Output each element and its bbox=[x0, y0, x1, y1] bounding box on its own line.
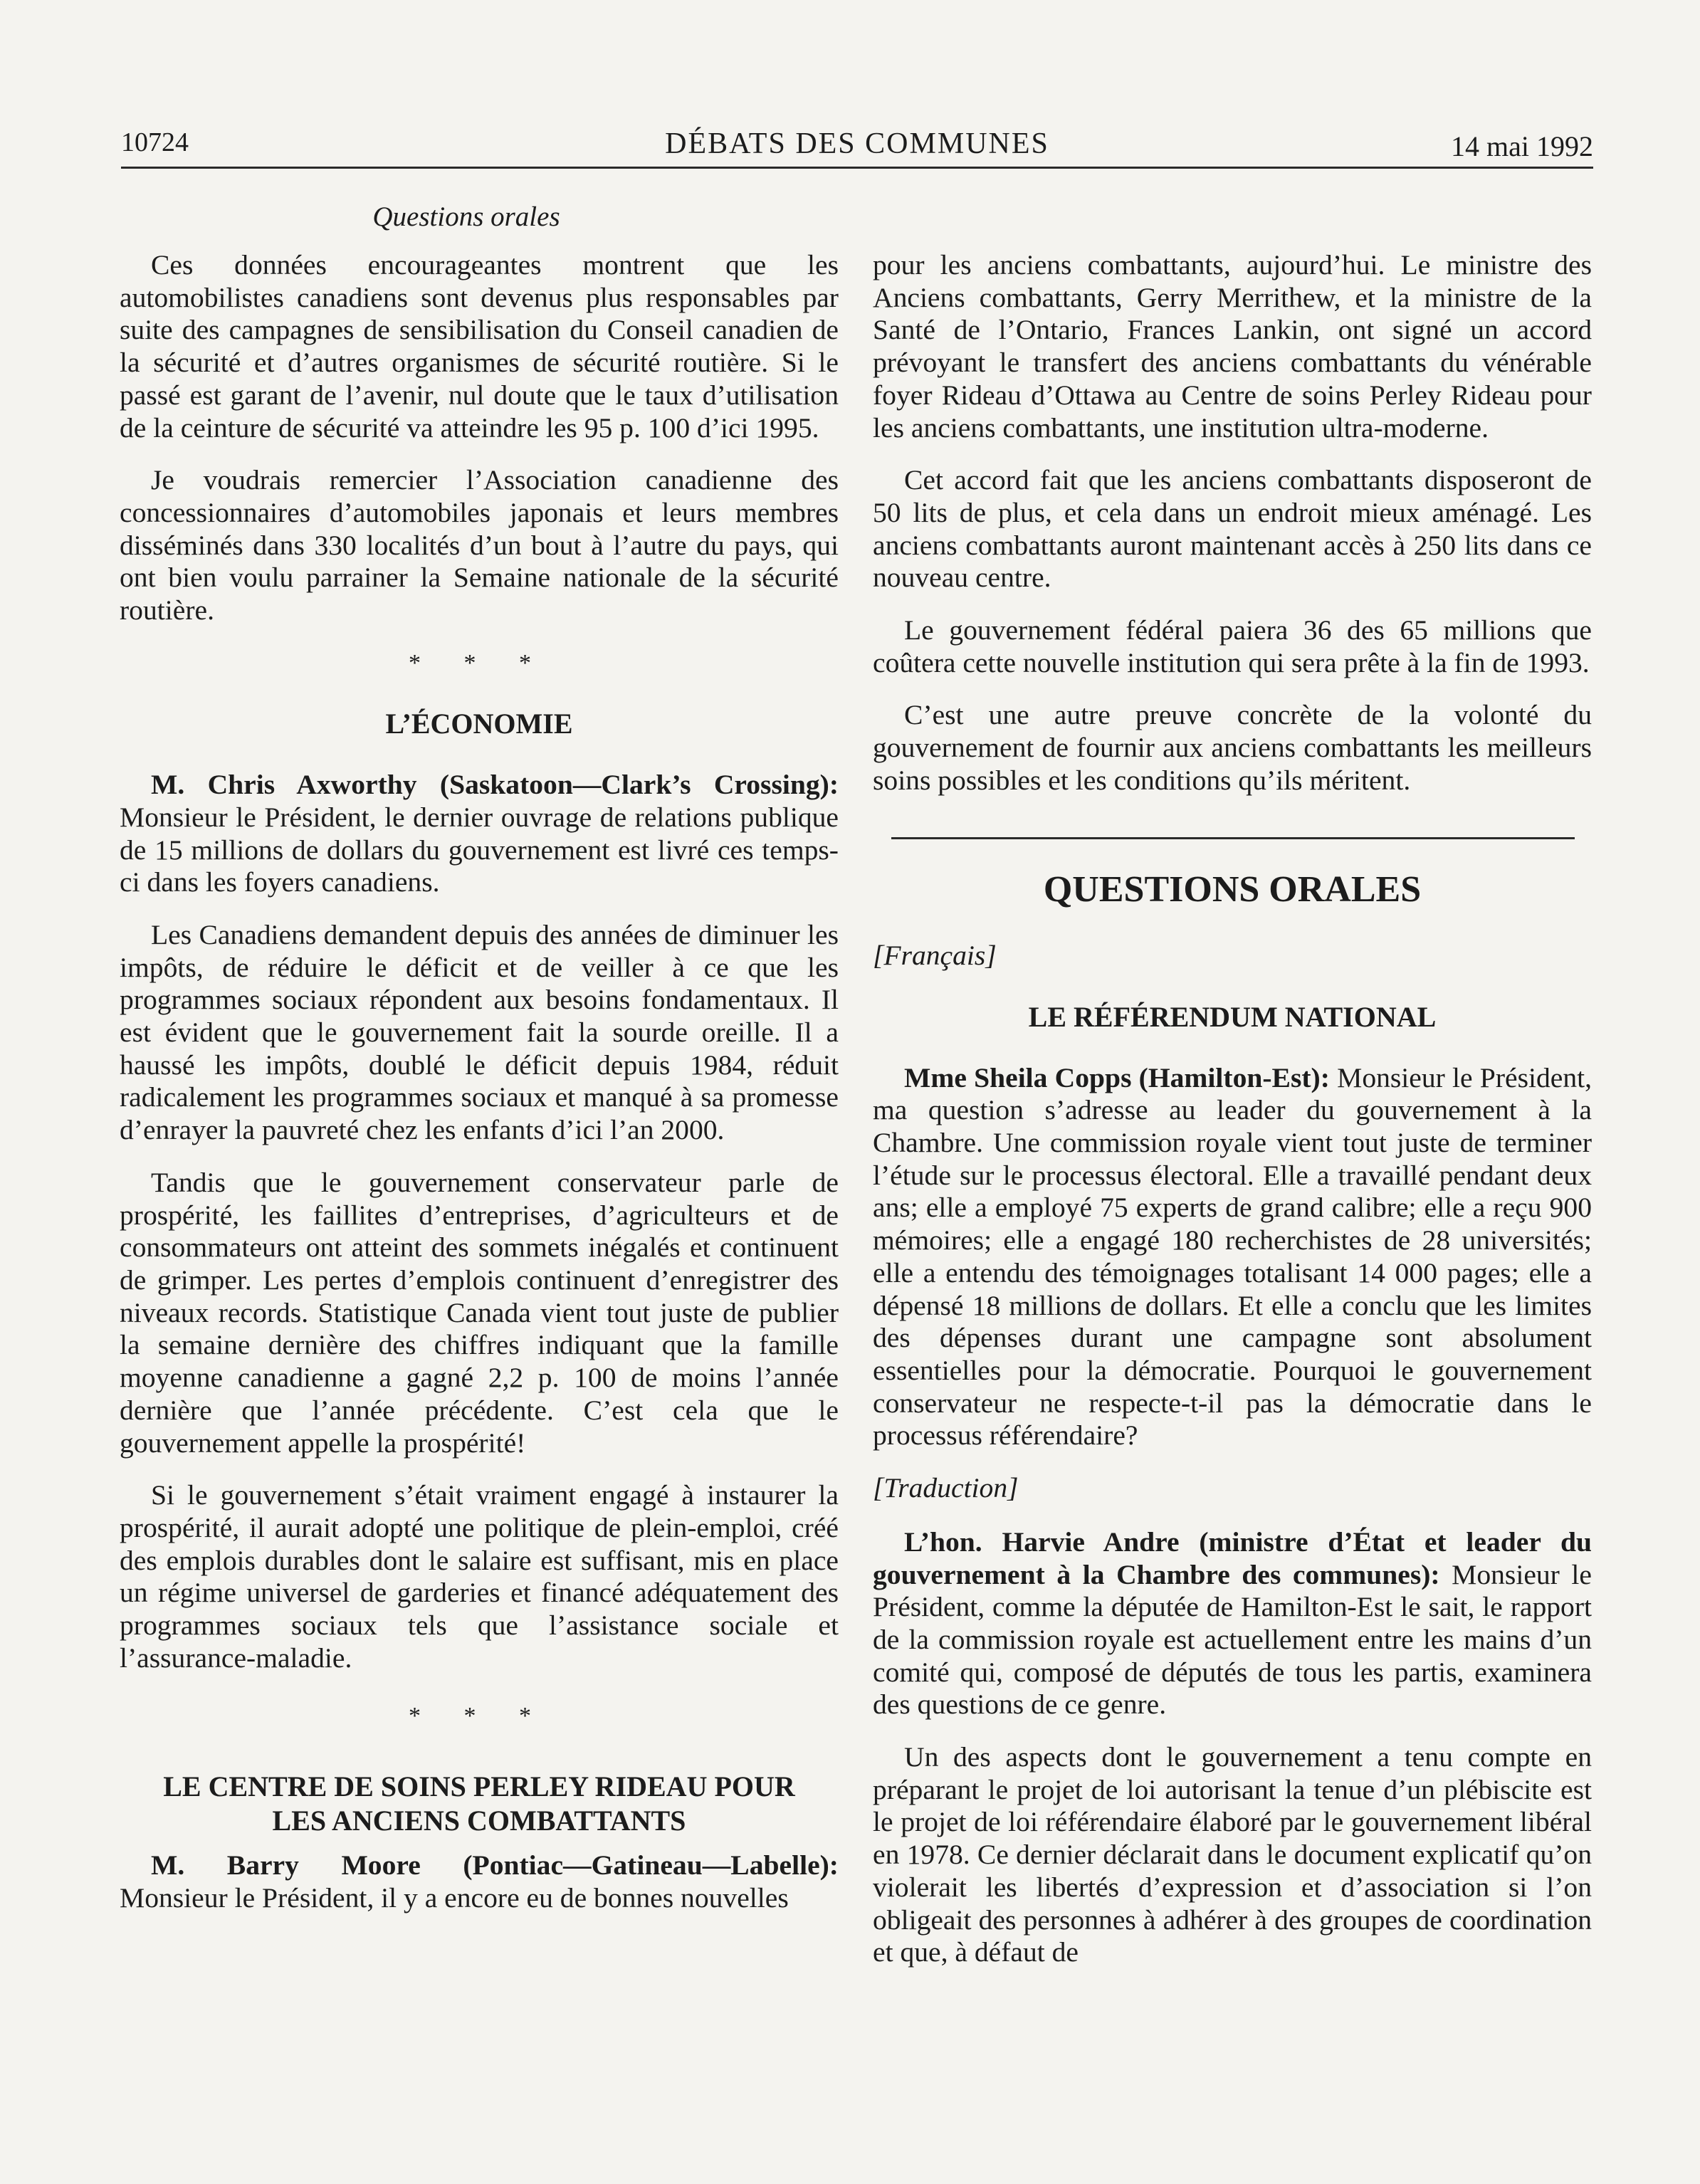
section-separator-stars: * * * bbox=[409, 649, 550, 676]
speaker-name: M. Barry Moore (Pontiac—Gatineau—Labelle): bbox=[151, 1849, 839, 1881]
section-heading bbox=[120, 1770, 839, 1838]
page-header bbox=[121, 120, 1593, 169]
speech-text: Monsieur le Président, le dernier ouvrage de relations publique de 15 millions de dollars du gouvernement est livré ces temps-ci dans les foyers canadiens. bbox=[120, 801, 839, 898]
speaker-name: M. Chris Axworthy (Saskatoon—Clark’s Crossing): bbox=[151, 769, 839, 801]
section-rule bbox=[891, 837, 1575, 839]
language-tag: [Français] bbox=[873, 940, 997, 972]
speech-text: Monsieur le Président, ma question s’adresse au leader du gouvernement à la Chambre. Une commission royale vient tout juste de terminer l’étude sur le processus électoral. Elle a travaillé pendant deux ans; elle a employé 75 experts de grand calibre; elle a reçu 900 mémoires; elle a engagé 180 recherchistes de 28 universités; elle a entendu des témoignages totalisant 14 000 pages; elle a dépensé 18 millions de dollars. Et elle a conclu que les limites des dépenses durant une campagne sont absolument essentielles pour la démocratie. Pourquoi le gouvernement conservateur ne respecte-t-il pas la démocratie dans le processus référendaire? bbox=[873, 1061, 1592, 1451]
section-separator-stars: * * * bbox=[409, 1703, 550, 1730]
header-rule bbox=[121, 167, 1593, 169]
paragraph: Les Canadiens demandent depuis des années de diminuer les impôts, de réduire le déficit et de veiller à ce que les programmes sociaux répondent aux besoins fondamentaux. Il est évident que le gouvernement fait la sourde oreille. Il a haussé les impôts, doublé le déficit depuis 1984, réduit radicalement les programmes sociaux et manqué à sa promesse d’enrayer la pauvreté chez les enfants d’ici l’an 2000. bbox=[120, 918, 839, 1146]
paragraph: Un des aspects dont le gouvernement a tenu compte en préparant le projet de loi autorisant la tenue d’un plébiscite est le projet de loi référendaire élaboré par le gouvernement libéral en 1978. Ce dernier déclarait dans le document explicatif qu’on violerait les libertés d’expression et d’association si l’on obligeait des personnes à adhérer à des groupes de coordination et que, à défaut de bbox=[873, 1741, 1592, 1968]
speaker-name: L’hon. Harvie Andre (ministre d’État et leader du gouvernement à la Chambre des communes): bbox=[873, 1526, 1592, 1590]
paragraph: Ces données encourageantes montrent que les automobilistes canadiens sont devenus plus responsables par suite des campagnes de sensibilisation du Conseil canadien de la sécurité et d’autres organismes de sécurité routière. Si le passé est garant de l’avenir, nul doute que le taux d’utilisation de la ceinture de sécurité va atteindre les 95 p. 100 d’ici 1995. bbox=[120, 249, 839, 443]
paragraph: C’est une autre preuve concrète de la volonté du gouvernement de fournir aux anciens combattants les meilleurs soins possibles et les conditions qu’ils méritent. bbox=[873, 699, 1592, 796]
section-heading-line: LE CENTRE DE SOINS PERLEY RIDEAU POUR bbox=[163, 1770, 795, 1803]
section-heading: LE RÉFÉRENDUM NATIONAL bbox=[1028, 1000, 1437, 1033]
right-column bbox=[873, 249, 1592, 1989]
publication-date: 14 mai 1992 bbox=[1451, 130, 1593, 162]
language-tag: [Traduction] bbox=[873, 1472, 1019, 1504]
paragraph: Si le gouvernement s’était vraiment engagé à instaurer la prospérité, il aurait adopté une politique de plein-emploi, créé des emplois durables dont le salaire est suffisant, mis en place un régime universel de garderies et financé adéquatement des programmes sociaux tels que l’assistance sociale et l’assurance-maladie. bbox=[120, 1479, 839, 1674]
speech-text: Monsieur le Président, comme la députée de Hamilton-Est le sait, le rapport de la commission royale est actuellement entre les mains d’un comité qui, composé de députés de tous les partis, examinera des questions de ce genre. bbox=[873, 1558, 1592, 1721]
paragraph bbox=[873, 1062, 1592, 1452]
speech-text: Monsieur le Président, il y a encore eu de bonnes nouvelles bbox=[120, 1881, 789, 1913]
paragraph bbox=[120, 1849, 839, 1914]
paragraph: Tandis que le gouvernement conservateur parle de prospérité, les faillites d’entreprises, d’agriculteurs et de consommateurs ont atteint des sommets inégalés et continuent de grimper. Les pertes d’emplois continuent d’enregistrer des niveaux records. Statistique Canada vient tout juste de publier la semaine dernière des chiffres indiquant que la famille moyenne canadienne a gagné 2,2 p. 100 de moins l’année dernière que l’année précédente. C’est cela que le gouvernement appelle la prospérité! bbox=[120, 1166, 839, 1459]
paragraph bbox=[873, 1526, 1592, 1721]
running-head: Questions orales bbox=[372, 201, 560, 232]
page-number: 10724 bbox=[121, 127, 189, 157]
left-column bbox=[120, 249, 839, 1935]
paragraph: Le gouvernement fédéral paiera 36 des 65 millions que coûtera cette nouvelle institution qui sera prête à la fin de 1993. bbox=[873, 614, 1592, 678]
section-heading-line: LES ANCIENS COMBATTANTS bbox=[272, 1805, 686, 1837]
section-heading: L’ÉCONOMIE bbox=[385, 708, 573, 740]
paragraph: pour les anciens combattants, aujourd’hui. Le ministre des Anciens combattants, Gerry Merrithew, et la ministre de la Santé de l’Ontario, Frances Lankin, ont signé un accord prévoyant le transfert des anciens combattants du vénérable foyer Rideau d’Ottawa au Centre de soins Perley Rideau pour les anciens combattants, une institution ultra-moderne. bbox=[873, 249, 1592, 443]
paragraph bbox=[120, 769, 839, 899]
publication-title: DÉBATS DES COMMUNES bbox=[665, 127, 1049, 160]
speaker-name: Mme Sheila Copps (Hamilton-Est): bbox=[904, 1061, 1330, 1093]
paragraph: Cet accord fait que les anciens combattants disposeront de 50 lits de plus, et cela dans un endroit mieux aménagé. Les anciens combattants auront maintenant accès à 250 lits dans ce nouveau centre. bbox=[873, 464, 1592, 594]
paragraph: Je voudrais remercier l’Association canadienne des concessionnaires d’automobiles japonais et leurs membres disséminés dans 330 localités d’un bout à l’autre du pays, qui ont bien voulu parrainer la Semaine nationale de la sécurité routière. bbox=[120, 464, 839, 626]
main-heading: QUESTIONS ORALES bbox=[1043, 868, 1422, 910]
